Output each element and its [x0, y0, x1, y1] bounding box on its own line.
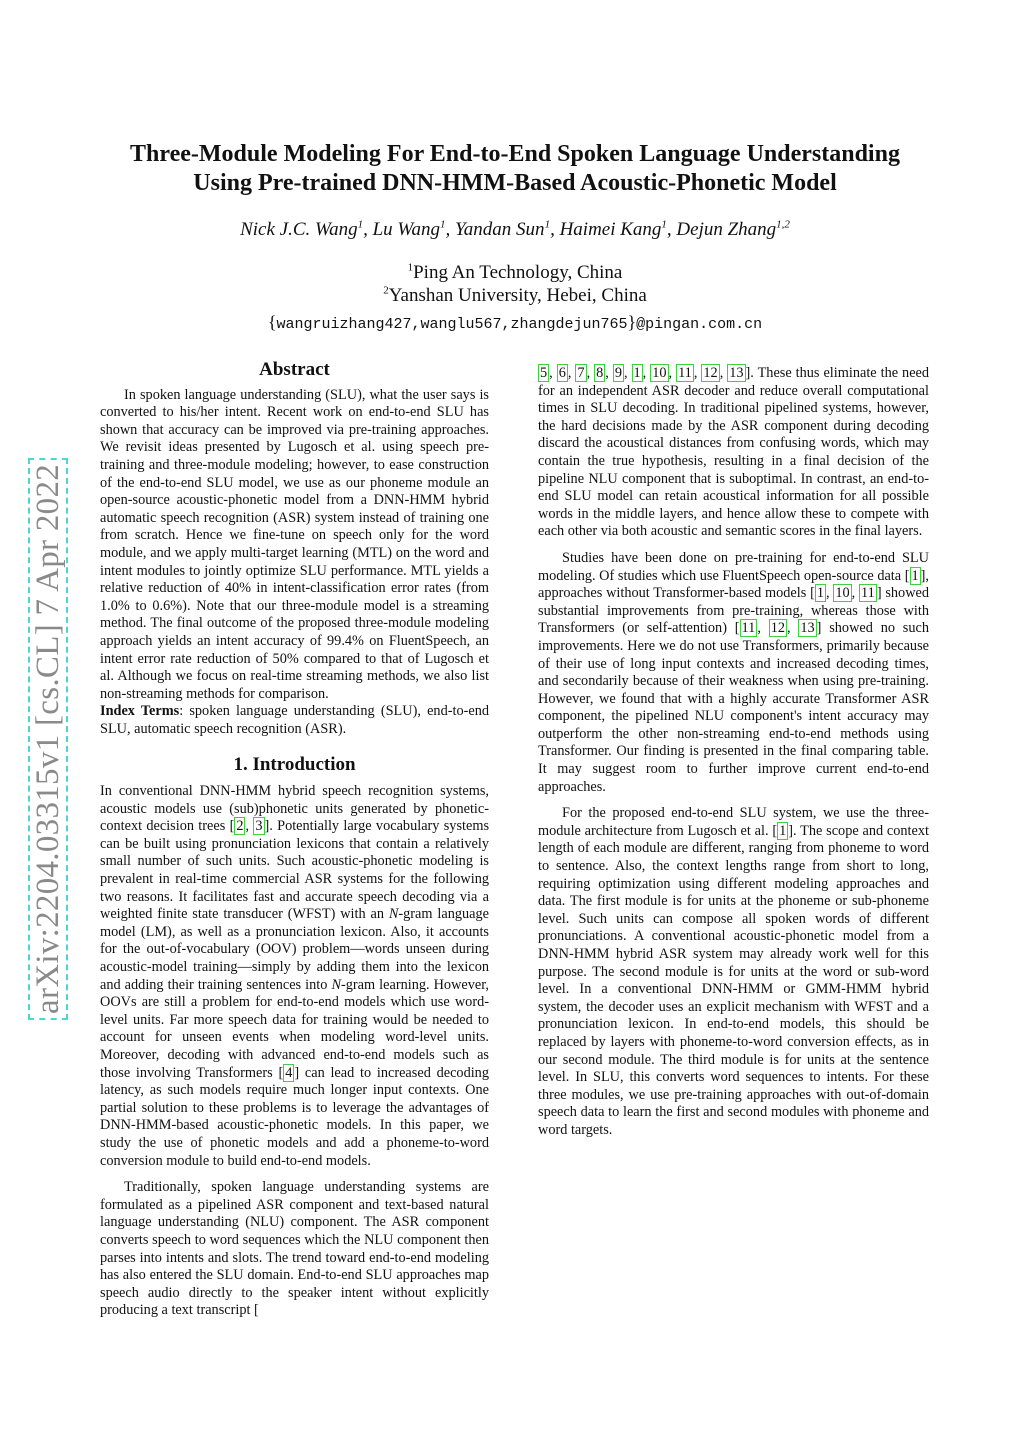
citation-link[interactable]: 9 [614, 365, 622, 381]
citation-link[interactable]: 1 [816, 585, 825, 602]
citation-link[interactable]: 6 [558, 365, 566, 381]
right-column [538, 365, 929, 1140]
intro-paragraph-2-cont: 5 , 6 , 7 , 8 , 9 , 1 , 10 , 11 , 12 , 13 ]. These thus eliminate the need for an independent ASR decoder and reduce overall computational times in SLU decoding. In traditional pipelined systems, however, the hard decisions made by the ASR component during decoding discard the acoustical distances from confusing words, which may contain the true hypothesis, resulting in a final decision of the pipeline NLU component that is suboptimal. In contrast, an end-to-end SLU model can retain acoustical information for all possible words in the middle layers, and hence allow these to compete with each other via both acoustic and semantic scores in the final layers. [538, 365, 930, 540]
arxiv-id-text: arXiv:2204.03315v1 [cs.CL] 7 Apr 2022 [28, 458, 68, 1020]
citation-link[interactable]: 1 [779, 822, 787, 839]
citation-link[interactable]: 11 [861, 585, 875, 602]
intro-paragraph-1: In conventional DNN-HMM hybrid speech recognition systems, acoustic models use (sub)phonetic units generated by phonetic-context decision trees [ 2 , 3 ]. Potentially large vocabulary systems can be built using pronunciation lexicons that contain a relatively small number of such units. Such acoustic-phonetic modeling is prevalent in real-time commercial ASR systems for the following two reasons. It facilitates fast and accurate speech decoding via a weighted finite state transducer (WFST) with an N-gram language model (LM), as well as a pronunciation lexicon. Also, it accounts for the out-of-vocabulary (OOV) problem—words unseen during acoustic-model training—simply by adding them into the lexicon and adding their training sentences into N-gram learning. However, OOVs are still a problem for end-to-end models which use word-level units. Far more speech data for training would be needed to account for unseen events when modeling word-level units. Moreover, decoding with advanced end-to-end models such as those involving Transformers [ 4 ] can lead to increased decoding latency, as such models require much longer input contexts. One partial solution to these problems is to leverage the advantages of DNN-HMM-based acoustic-phonetic models. In this paper, we study the use of phonetic models and add a phoneme-to-word conversion module to build end-to-end models. [100, 783, 490, 1169]
paper-title [100, 140, 930, 198]
introduction-heading: 1. Introduction [233, 754, 356, 776]
author-email: {wangruizhang427,wanglu567,zhangdejun765}@pingan.com.cn [267, 312, 763, 333]
citation-link[interactable]: 13 [800, 620, 815, 637]
author-1: Nick J.C. Wang$^1$ [240, 218, 364, 240]
citation-link[interactable]: 10 [652, 365, 667, 381]
citation-link[interactable]: 1 [633, 365, 641, 381]
title-line-1: Three-Module Modeling For End-to-End Spoken Language Understanding [130, 141, 900, 167]
citation-link[interactable]: 5 [540, 365, 548, 381]
citation-link[interactable]: 1 [911, 567, 919, 584]
citation-group-1: 5 , 6 , 7 , 8 , 9 , 1 , 10 , 11 , 12 , 13 [540, 365, 744, 381]
author-4: Haimei Kang$^1$ [559, 218, 667, 240]
intro-paragraph-4: For the proposed end-to-end SLU system, we use the three-module architecture from Lugosch et al. [ 1 ]. The scope and context length of each module are different, ranging from phoneme to word to sentence. Also, the context lengths range from short to long, requiring optimization using different modeling approaches and data. The first module is for units at the phoneme or sub-phoneme level. Such units can compose all spoken words of different pronunciations. A conventional acoustic-phonetic model from a DNN-HMM hybrid ASR system may already work well for this purpose. The second module is for units at the word or sub-word level. In a conventional DNN-HMM or GMM-HMM hybrid system, the decoder uses an explicit mechanism with WFST and a pronunciation lexicon. In end-to-end models, this should be replaced by layers with phoneme-to-word conversion effects, as in our second module. The third module is for units at the sentence level. In SLU, this converts word sequences to intents. For these three modules, we use pre-training approaches with out-of-domain speech data to learn the first and second modules with phoneme and word targets. [538, 805, 929, 1138]
citation-link[interactable]: 8 [596, 365, 604, 381]
author-list: Nick J.C. Wang$^1$, Lu Wang$^1$, Yandan Sun$^1$, Haimei Kang$^1$, Dejun Zhang$^{1,2}$ [240, 218, 790, 240]
author-5: Dejun Zhang$^{1,2}$ [676, 218, 790, 240]
citation-link[interactable]: 13 [729, 365, 744, 381]
citation-link[interactable]: 10 [835, 585, 850, 602]
citation-link[interactable]: 12 [703, 365, 718, 381]
index-terms: Index Terms: spoken language understanding (SLU), end-to-end SLU, automatic speech recognition (ASR). [100, 703, 490, 737]
affiliation-2: $^2$Yanshan University, Hebei, China [383, 284, 647, 306]
citation-link[interactable]: 3 [255, 818, 263, 835]
citation-link[interactable]: 7 [577, 365, 585, 381]
intro-paragraph-2-start: Traditionally, spoken language understanding systems are formulated as a pipelined ASR component and text-based natural language understanding (NLU) component. The ASR component converts speech to word sequences which the NLU component then parses into intents and slots. The trend toward end-to-end modeling has also entered the SLU domain. End-to-end SLU approaches map speech audio directly to the speaker intent without explicitly producing a text transcript [ [100, 1179, 489, 1319]
affiliation-1: $^1$Ping An Technology, China [407, 261, 623, 283]
citation-link[interactable]: 4 [285, 1064, 293, 1081]
citation-link[interactable]: 11 [678, 365, 692, 381]
arxiv-identifier [30, 420, 90, 1020]
abstract-heading: Abstract [259, 359, 330, 380]
left-column [100, 361, 489, 1320]
intro-paragraph-3: Studies have been done on pre-training for end-to-end SLU modeling. Of studies which use FluentSpeech open-source data [ 1 ], approaches without Transformer-based models [ 1 , 10 , 11 ] showed substantial improvements from pre-training, whereas those with Transformers (or self-attention) [ 11 , 12 , 13 ] showed no such improvements. Here we do not use Transformers, primarily because of their use of long input contexts and increased decoding times, and secondarily because of their weakness when using pre-training. However, we found that with a highly accurate Transformer ASR component, the pipelined NLU component's intent accuracy may outperform the other non-streaming end-to-end methods using Transformer. Our finding is presented in the final comparing table. It may suggest room to further improve current end-to-end approaches. [538, 549, 930, 795]
author-2: Lu Wang$^1$ [372, 218, 446, 240]
abstract-text: In spoken language understanding (SLU), what the user says is converted to his/her intent. Recent work on end-to-end SLU has shown that accuracy can be improved via pre-training approaches. We revisit ideas presented by Lugosch et al. using speech pre-training and three-module modeling; however, to ease construction of the end-to-end SLU model, we use as our phoneme module an open-source acoustic-phonetic model from a DNN-HMM hybrid automatic speech recognition (ASR) system instead of training one from scratch. Hence we fine-tune on speech only for the word module, and we apply multi-target learning (MTL) on the word and intent modules to jointly optimize SLU performance. MTL yields a relative reduction of 40% in intent-classification error rates (from 1.0% to 0.6%). Note that our three-module model is a streaming method. The final outcome of the proposed three-module modeling approach yields an intent accuracy of 99.4% on FluentSpeech, an intent error rate reduction of 50% compared to that of Lugosch et al. Although we focus on real-time streaming methods, we also list non-streaming methods for comparison. [100, 386, 489, 702]
author-3: Yandan Sun$^1$ [454, 218, 551, 240]
citation-link[interactable]: 12 [770, 620, 785, 637]
title-line-2: Using Pre-trained DNN-HMM-Based Acoustic-Phonetic Model [193, 170, 837, 196]
citation-link[interactable]: 11 [741, 620, 756, 637]
citation-link[interactable]: 2 [236, 818, 244, 835]
